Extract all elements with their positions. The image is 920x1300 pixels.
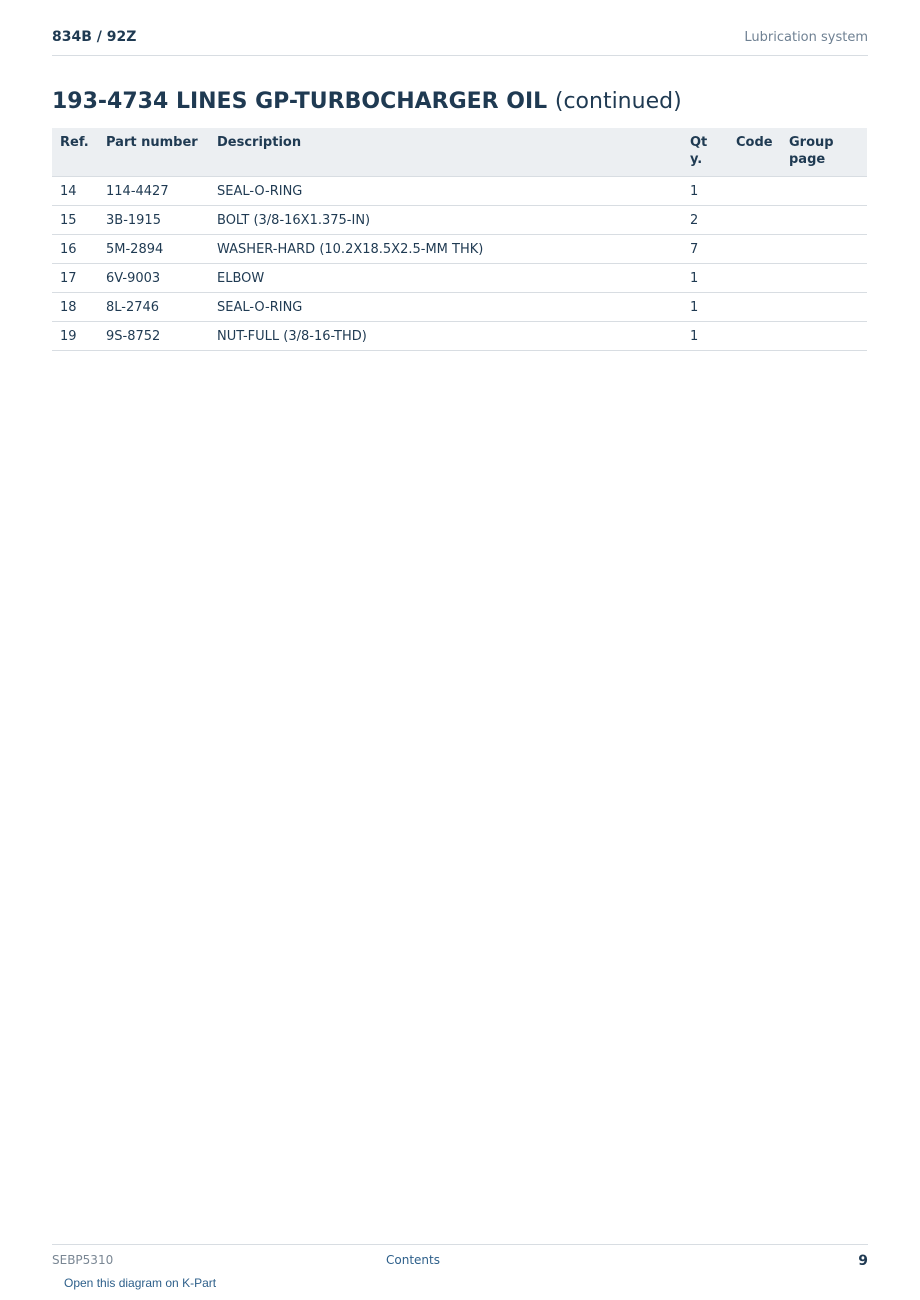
cell-part-number: 114-4427	[98, 177, 209, 206]
page-header	[52, 29, 868, 56]
title-main: 193-4734 LINES GP-TURBOCHARGER OIL	[52, 89, 548, 114]
cell-part-number: 3B-1915	[98, 206, 209, 235]
cell-group-page	[781, 293, 867, 322]
cell-qty: 1	[682, 322, 728, 351]
table-row	[52, 235, 867, 264]
table-row	[52, 177, 867, 206]
col-ref: Ref.	[52, 128, 98, 177]
cell-qty: 1	[682, 264, 728, 293]
table-row	[52, 322, 867, 351]
cell-qty: 2	[682, 206, 728, 235]
col-code: Code	[728, 128, 781, 177]
table-row	[52, 264, 867, 293]
cell-ref: 16	[52, 235, 98, 264]
section-name: Lubrication system	[744, 30, 868, 45]
col-qty-label: Qty.	[690, 135, 708, 167]
cell-ref: 15	[52, 206, 98, 235]
cell-code	[728, 206, 781, 235]
cell-group-page	[781, 235, 867, 264]
cell-part-number: 5M-2894	[98, 235, 209, 264]
col-group-page: Group page	[781, 128, 867, 177]
cell-code	[728, 322, 781, 351]
cell-description: SEAL-O-RING	[209, 177, 682, 206]
cell-description: SEAL-O-RING	[209, 293, 682, 322]
cell-description: NUT-FULL (3/8-16-THD)	[209, 322, 682, 351]
col-description: Description	[209, 128, 682, 177]
cell-ref: 18	[52, 293, 98, 322]
page-title	[52, 89, 682, 114]
cell-group-page	[781, 206, 867, 235]
col-qty	[682, 128, 728, 177]
cell-ref: 14	[52, 177, 98, 206]
cell-description: ELBOW	[209, 264, 682, 293]
cell-description: WASHER-HARD (10.2X18.5X2.5-MM THK)	[209, 235, 682, 264]
cell-code	[728, 293, 781, 322]
cell-ref: 19	[52, 322, 98, 351]
cell-group-page	[781, 177, 867, 206]
table-header-row	[52, 128, 867, 177]
page-number: 9	[858, 1253, 868, 1269]
contents-link[interactable]: Contents	[386, 1253, 440, 1267]
cell-qty: 1	[682, 177, 728, 206]
page-footer	[52, 1244, 868, 1271]
cell-qty: 1	[682, 293, 728, 322]
table-row	[52, 206, 867, 235]
cell-group-page	[781, 322, 867, 351]
col-part-number: Part number	[98, 128, 209, 177]
document-id: SEBP5310	[52, 1253, 114, 1267]
parts-table	[52, 128, 867, 351]
table-row	[52, 293, 867, 322]
kpart-diagram-link[interactable]: Open this diagram on K-Part	[64, 1276, 217, 1290]
cell-code	[728, 177, 781, 206]
cell-part-number: 6V-9003	[98, 264, 209, 293]
cell-code	[728, 235, 781, 264]
cell-description: BOLT (3/8-16X1.375-IN)	[209, 206, 682, 235]
cell-part-number: 9S-8752	[98, 322, 209, 351]
cell-code	[728, 264, 781, 293]
cell-ref: 17	[52, 264, 98, 293]
cell-qty: 7	[682, 235, 728, 264]
cell-part-number: 8L-2746	[98, 293, 209, 322]
title-suffix: (continued)	[554, 89, 682, 114]
model-label: 834B / 92Z	[52, 29, 137, 45]
cell-group-page	[781, 264, 867, 293]
